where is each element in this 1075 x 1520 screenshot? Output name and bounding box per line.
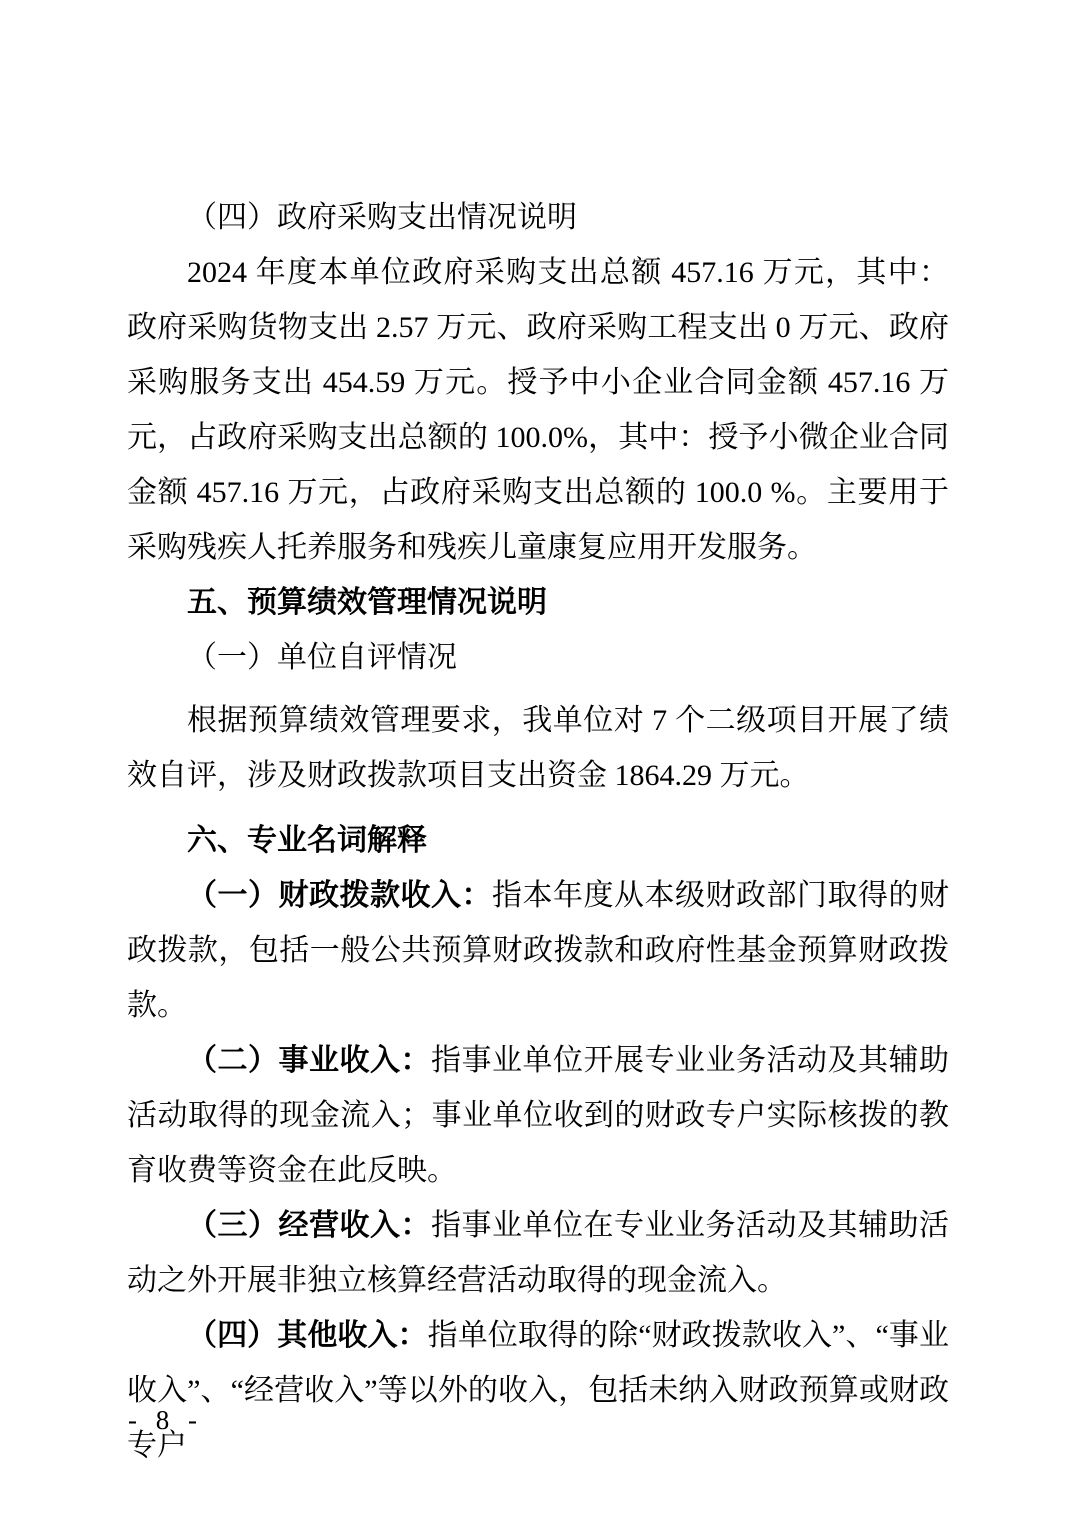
term-lead-business-income: （三）经营收入：	[187, 1209, 431, 1242]
paragraph-self-evaluation-detail: 根据预算绩效管理要求，我单位对 7 个二级项目开展了绩效自评，涉及财政拨款项目支出资金 1864.29 万元。	[127, 704, 949, 792]
term-text-fiscal-appropriation-income: 指本年度从本级财政部门取得的财政拨款，包括一般公共预算财政拨款和政府性基金预算财政拨款。	[127, 879, 949, 1022]
term-other-income	[127, 1308, 949, 1473]
term-lead-fiscal-appropriation-income: （一）财政拨款收入：	[187, 879, 492, 912]
document-body	[127, 190, 949, 1473]
heading-section-5-budget-performance: 五、预算绩效管理情况说明	[187, 586, 547, 619]
subheading-unit-self-evaluation: （一）单位自评情况	[187, 641, 457, 674]
page-number: - 8 -	[128, 1405, 203, 1435]
term-business-income	[127, 1198, 949, 1308]
term-lead-other-income: （四）其他收入：	[187, 1319, 428, 1352]
term-text-operational-income: 指事业单位开展专业业务活动及其辅助活动取得的现金流入；事业单位收到的财政专户实际核拨的教育收费等资金在此反映。	[127, 1044, 949, 1187]
subheading-gov-procurement: （四）政府采购支出情况说明	[187, 201, 577, 234]
term-text-business-income: 指事业单位在专业业务活动及其辅助活动之外开展非独立核算经营活动取得的现金流入。	[127, 1209, 949, 1297]
term-lead-operational-income: （二）事业收入：	[187, 1044, 431, 1077]
paragraph-gov-procurement-detail: 2024 年度本单位政府采购支出总额 457.16 万元，其中：政府采购货物支出 2.57 万元、政府采购工程支出 0 万元、政府采购服务支出 454.59 万元。授予中小企业合同金额 457.16 万元，占政府采购支出总额的 100.0%，其中：授予小微企业合同金额 457.16 万元，占政府采购支出总额的 100.0 %。主要用于采购残疾人托养服务和残疾儿童康复应用开发服务。	[127, 256, 949, 564]
term-text-other-income: 指单位取得的除“财政拨款收入”、“事业收入”、“经营收入”等以外的收入，包括未纳入财政预算或财政专户	[127, 1319, 950, 1462]
term-fiscal-appropriation-income	[127, 868, 949, 1033]
heading-section-6-glossary: 六、专业名词解释	[187, 824, 427, 857]
term-operational-income	[127, 1033, 949, 1198]
